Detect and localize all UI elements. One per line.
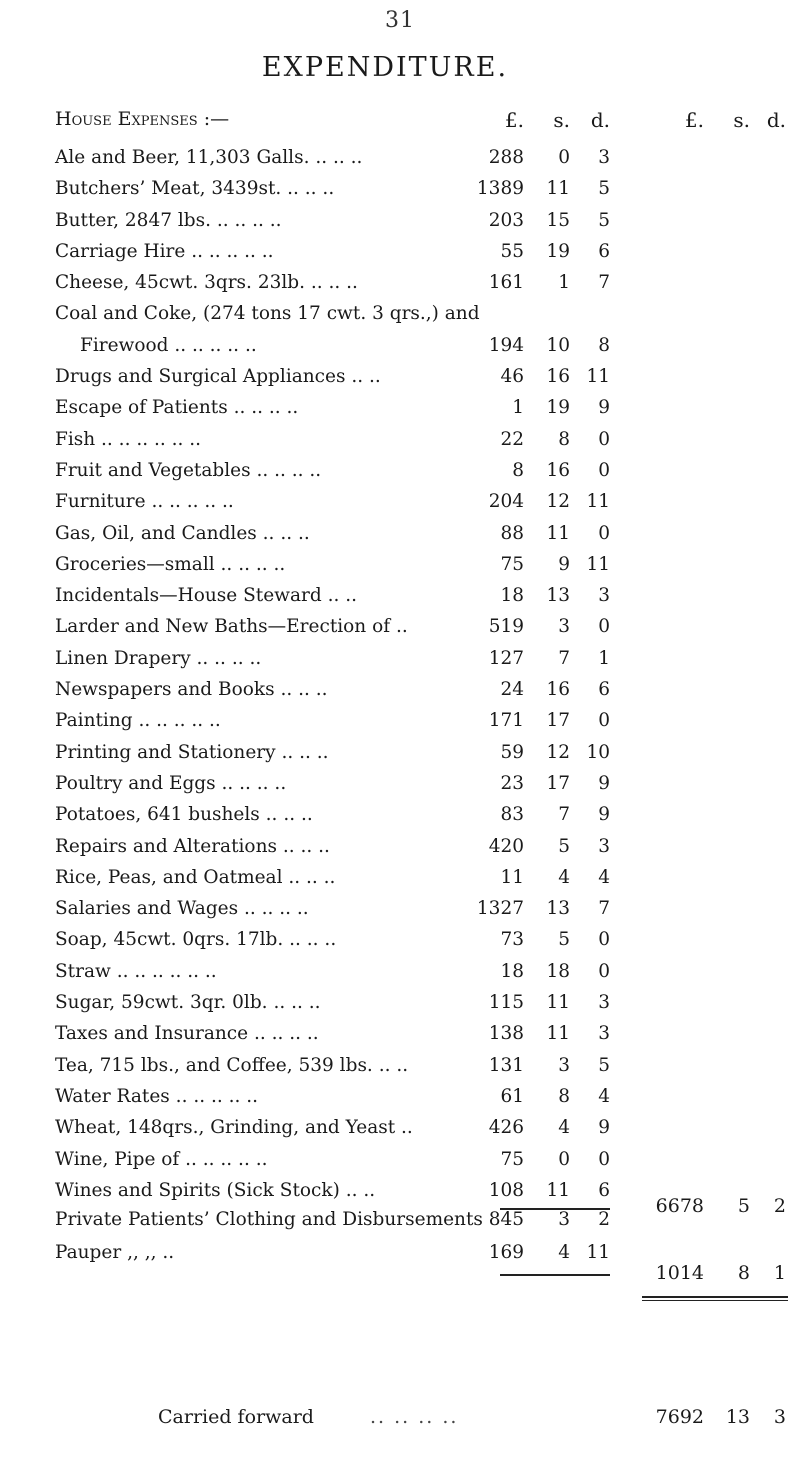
item-shillings: 13: [546, 585, 570, 607]
item-shillings: 13: [546, 898, 570, 920]
clothing-rule: [500, 1274, 610, 1276]
item-pence: 11: [586, 1242, 610, 1263]
item-pence: 3: [598, 585, 610, 607]
item-pounds: 46: [500, 366, 524, 388]
list-item: [0, 361, 800, 392]
item-shillings: 8: [558, 428, 570, 450]
item-shillings: 4: [558, 1242, 570, 1263]
item-label: Potatoes, 641 bushels .. .. ..: [55, 804, 313, 826]
list-item: [0, 1144, 800, 1175]
item-label: Water Rates .. .. .. .. ..: [55, 1085, 259, 1107]
total-rule-double: [642, 1300, 788, 1301]
item-shillings: 7: [558, 804, 570, 826]
clothing-total-pence: 1: [773, 1262, 786, 1284]
item-shillings: 3: [558, 616, 570, 638]
carried-forward-dots: .. .. .. ..: [370, 1406, 459, 1428]
item-shillings: 15: [546, 209, 570, 231]
item-shillings: 19: [546, 240, 570, 262]
item-label: Sugar, 59cwt. 3qr. 0lb. .. .. ..: [55, 992, 321, 1014]
item-shillings: 12: [546, 741, 570, 763]
item-pounds: 108: [488, 1179, 524, 1201]
section-label: House Expenses :—: [55, 108, 230, 130]
page-number: 31: [385, 8, 415, 33]
item-shillings: 11: [546, 1179, 570, 1201]
carried-forward-label: Carried forward: [158, 1406, 314, 1428]
item-shillings: 12: [546, 491, 570, 513]
item-pounds: 420: [488, 835, 524, 857]
item-pence: 5: [598, 1054, 610, 1076]
item-shillings: 11: [546, 1023, 570, 1045]
item-label: Newspapers and Books .. .. ..: [55, 679, 328, 701]
item-pence: 3: [598, 992, 610, 1014]
item-pounds: 73: [500, 929, 524, 951]
item-pounds: 138: [488, 1023, 524, 1045]
list-item: [0, 987, 800, 1018]
item-pounds: 169: [488, 1242, 524, 1263]
item-pounds: 88: [500, 522, 524, 544]
list-item: [0, 1112, 800, 1143]
header-pounds: £.: [504, 108, 524, 132]
item-pence: 0: [598, 459, 610, 481]
list-item: [0, 1050, 800, 1081]
item-pounds: 131: [488, 1054, 524, 1076]
house-total-shillings: 5: [737, 1195, 750, 1217]
item-shillings: 9: [558, 553, 570, 575]
list-item: [0, 455, 800, 486]
item-pence: 4: [598, 866, 610, 888]
item-shillings: 16: [546, 679, 570, 701]
item-shillings: 8: [558, 1085, 570, 1107]
item-pence: 5: [598, 178, 610, 200]
list-item: [0, 831, 800, 862]
item-pounds: 8: [512, 459, 524, 481]
item-pence: 0: [598, 710, 610, 732]
item-shillings: 4: [558, 1117, 570, 1139]
item-pence: 9: [598, 1117, 610, 1139]
item-pounds: 161: [488, 272, 524, 294]
item-label: Incidentals—House Steward .. ..: [55, 585, 357, 607]
item-shillings: 11: [546, 178, 570, 200]
item-label: Gas, Oil, and Candles .. .. ..: [55, 522, 310, 544]
house-total-pounds: 6678: [655, 1195, 704, 1217]
item-label: Coal and Coke, (274 tons 17 cwt. 3 qrs.,) and: [55, 303, 480, 325]
item-label: Pauper ,, ,, ..: [55, 1242, 175, 1263]
header-shillings-total: s.: [733, 108, 750, 132]
item-pence: 3: [598, 835, 610, 857]
list-item: [0, 643, 800, 674]
item-label: Poultry and Eggs .. .. .. ..: [55, 772, 287, 794]
item-pounds: 1: [512, 397, 524, 419]
list-item: [0, 236, 800, 267]
item-pounds: 426: [488, 1117, 524, 1139]
total-rule: [642, 1296, 788, 1298]
carried-forward-shillings: 13: [725, 1406, 750, 1428]
item-pounds: 519: [488, 616, 524, 638]
carried-forward-row: [0, 1400, 800, 1434]
item-pence: 0: [598, 960, 610, 982]
item-label: Straw .. .. .. .. .. ..: [55, 960, 217, 982]
item-label: Private Patients’ Clothing and Disbursements: [55, 1209, 483, 1230]
item-label: Escape of Patients .. .. .. ..: [55, 397, 299, 419]
item-label: Taxes and Insurance .. .. .. ..: [55, 1023, 319, 1045]
header-pence: d.: [590, 108, 610, 132]
header-shillings: s.: [553, 108, 570, 132]
item-pence: 11: [586, 491, 610, 513]
item-pence: 5: [598, 209, 610, 231]
item-label: Ale and Beer, 11,303 Galls. .. .. ..: [55, 147, 363, 168]
item-pence: 0: [598, 428, 610, 450]
list-item: [0, 298, 800, 329]
house-total-pence: 2: [773, 1195, 786, 1217]
item-label: Wines and Spirits (Sick Stock) .. ..: [55, 1179, 376, 1201]
item-pence: 10: [586, 741, 610, 763]
item-pounds: 115: [488, 992, 524, 1014]
item-pounds: 171: [488, 710, 524, 732]
clothing-total-shillings: 8: [737, 1262, 750, 1284]
item-pounds: 55: [500, 240, 524, 262]
item-label: Drugs and Surgical Appliances .. ..: [55, 366, 381, 388]
item-pounds: 1389: [476, 178, 524, 200]
item-shillings: 5: [558, 835, 570, 857]
item-pounds: 127: [488, 647, 524, 669]
item-label: Painting .. .. .. .. ..: [55, 710, 221, 732]
item-shillings: 7: [558, 647, 570, 669]
item-label: Printing and Stationery .. .. ..: [55, 741, 329, 763]
header-pence-total: d.: [766, 108, 786, 132]
list-item: [0, 924, 800, 955]
clothing-total-pounds: 1014: [655, 1262, 704, 1284]
list-item: [0, 1203, 800, 1236]
item-shillings: 5: [558, 929, 570, 951]
item-pounds: 204: [488, 491, 524, 513]
item-label: Groceries—small .. .. .. ..: [55, 553, 286, 575]
item-label: Fish .. .. .. .. .. ..: [55, 428, 202, 450]
item-pence: 0: [598, 616, 610, 638]
item-pence: 8: [598, 334, 610, 356]
list-item: [0, 799, 800, 830]
item-shillings: 19: [546, 397, 570, 419]
item-pounds: 18: [500, 960, 524, 982]
item-shillings: 16: [546, 366, 570, 388]
item-pounds: 23: [500, 772, 524, 794]
item-pence: 6: [598, 240, 610, 262]
item-label: Salaries and Wages .. .. .. ..: [55, 898, 309, 920]
item-label: Linen Drapery .. .. .. ..: [55, 647, 262, 669]
item-pounds: 75: [500, 553, 524, 575]
item-shillings: 18: [546, 960, 570, 982]
item-shillings: 0: [558, 147, 570, 168]
item-pence: 11: [586, 366, 610, 388]
list-item: [0, 392, 800, 423]
list-item: [0, 173, 800, 204]
list-item: [0, 267, 800, 298]
item-pounds: 1327: [476, 898, 524, 920]
item-pence: 1: [598, 647, 610, 669]
list-item: [0, 737, 800, 768]
item-shillings: 3: [558, 1209, 570, 1230]
item-pounds: 11: [500, 866, 524, 888]
item-label: Tea, 715 lbs., and Coffee, 539 lbs. .. ..: [55, 1054, 409, 1076]
item-pounds: 845: [488, 1209, 524, 1230]
item-pounds: 59: [500, 741, 524, 763]
list-item: [0, 705, 800, 736]
item-shillings: 3: [558, 1054, 570, 1076]
page-title: EXPENDITURE.: [261, 52, 509, 83]
item-pence: 4: [598, 1085, 610, 1107]
item-pounds: 83: [500, 804, 524, 826]
item-label: Larder and New Baths—Erection of ..: [55, 616, 408, 638]
list-item: [0, 330, 800, 361]
list-item: [0, 1018, 800, 1049]
item-pence: 7: [598, 272, 610, 294]
carried-forward-pence: 3: [773, 1406, 786, 1428]
list-item: [0, 142, 800, 173]
item-shillings: 1: [558, 272, 570, 294]
item-pence: 3: [598, 147, 610, 168]
item-pence: 9: [598, 397, 610, 419]
item-shillings: 17: [546, 772, 570, 794]
item-pounds: 75: [500, 1148, 524, 1170]
item-pounds: 288: [488, 147, 524, 168]
item-shillings: 16: [546, 459, 570, 481]
item-label: Wine, Pipe of .. .. .. .. ..: [55, 1148, 268, 1170]
list-item: [0, 518, 800, 549]
list-item: [0, 956, 800, 987]
item-pounds: 61: [500, 1085, 524, 1107]
item-label: Repairs and Alterations .. .. ..: [55, 835, 330, 857]
column-header-row: [0, 108, 800, 142]
item-label: Firewood .. .. .. .. ..: [80, 334, 257, 356]
expense-list: [0, 142, 800, 1206]
item-pence: 9: [598, 772, 610, 794]
header-pounds-total: £.: [684, 108, 704, 132]
item-shillings: 4: [558, 866, 570, 888]
item-shillings: 11: [546, 992, 570, 1014]
item-pounds: 194: [488, 334, 524, 356]
item-pence: 11: [586, 553, 610, 575]
item-shillings: 10: [546, 334, 570, 356]
item-label: Carriage Hire .. .. .. .. ..: [55, 240, 274, 262]
list-item: [0, 205, 800, 236]
item-label: Butchers’ Meat, 3439st. .. .. ..: [55, 178, 335, 200]
item-pence: 6: [598, 679, 610, 701]
item-pence: 7: [598, 898, 610, 920]
item-shillings: 17: [546, 710, 570, 732]
list-item: [0, 549, 800, 580]
item-pounds: 24: [500, 679, 524, 701]
item-pence: 6: [598, 1179, 610, 1201]
list-item: [0, 1081, 800, 1112]
item-pounds: 22: [500, 428, 524, 450]
item-pence: 0: [598, 522, 610, 544]
list-item: [0, 862, 800, 893]
item-label: Fruit and Vegetables .. .. .. ..: [55, 459, 322, 481]
item-label: Furniture .. .. .. .. ..: [55, 491, 234, 513]
clothing-section: [0, 1203, 800, 1269]
carried-forward-pounds: 7692: [655, 1406, 704, 1428]
item-label: Cheese, 45cwt. 3qrs. 23lb. .. .. ..: [55, 272, 358, 294]
item-pence: 0: [598, 929, 610, 951]
item-label: Rice, Peas, and Oatmeal .. .. ..: [55, 866, 336, 888]
item-pounds: 203: [488, 209, 524, 231]
item-label: Soap, 45cwt. 0qrs. 17lb. .. .. ..: [55, 929, 337, 951]
item-pence: 9: [598, 804, 610, 826]
list-item: [0, 768, 800, 799]
list-item: [0, 486, 800, 517]
item-pounds: 18: [500, 585, 524, 607]
list-item: [0, 580, 800, 611]
item-shillings: 0: [558, 1148, 570, 1170]
list-item: [0, 611, 800, 642]
list-item: [0, 424, 800, 455]
item-shillings: 11: [546, 522, 570, 544]
item-pence: 0: [598, 1148, 610, 1170]
item-pence: 2: [598, 1209, 610, 1230]
list-item: [0, 893, 800, 924]
list-item: [0, 674, 800, 705]
item-pence: 3: [598, 1023, 610, 1045]
item-label: Wheat, 148qrs., Grinding, and Yeast ..: [55, 1117, 413, 1139]
item-label: Butter, 2847 lbs. .. .. .. ..: [55, 209, 282, 231]
